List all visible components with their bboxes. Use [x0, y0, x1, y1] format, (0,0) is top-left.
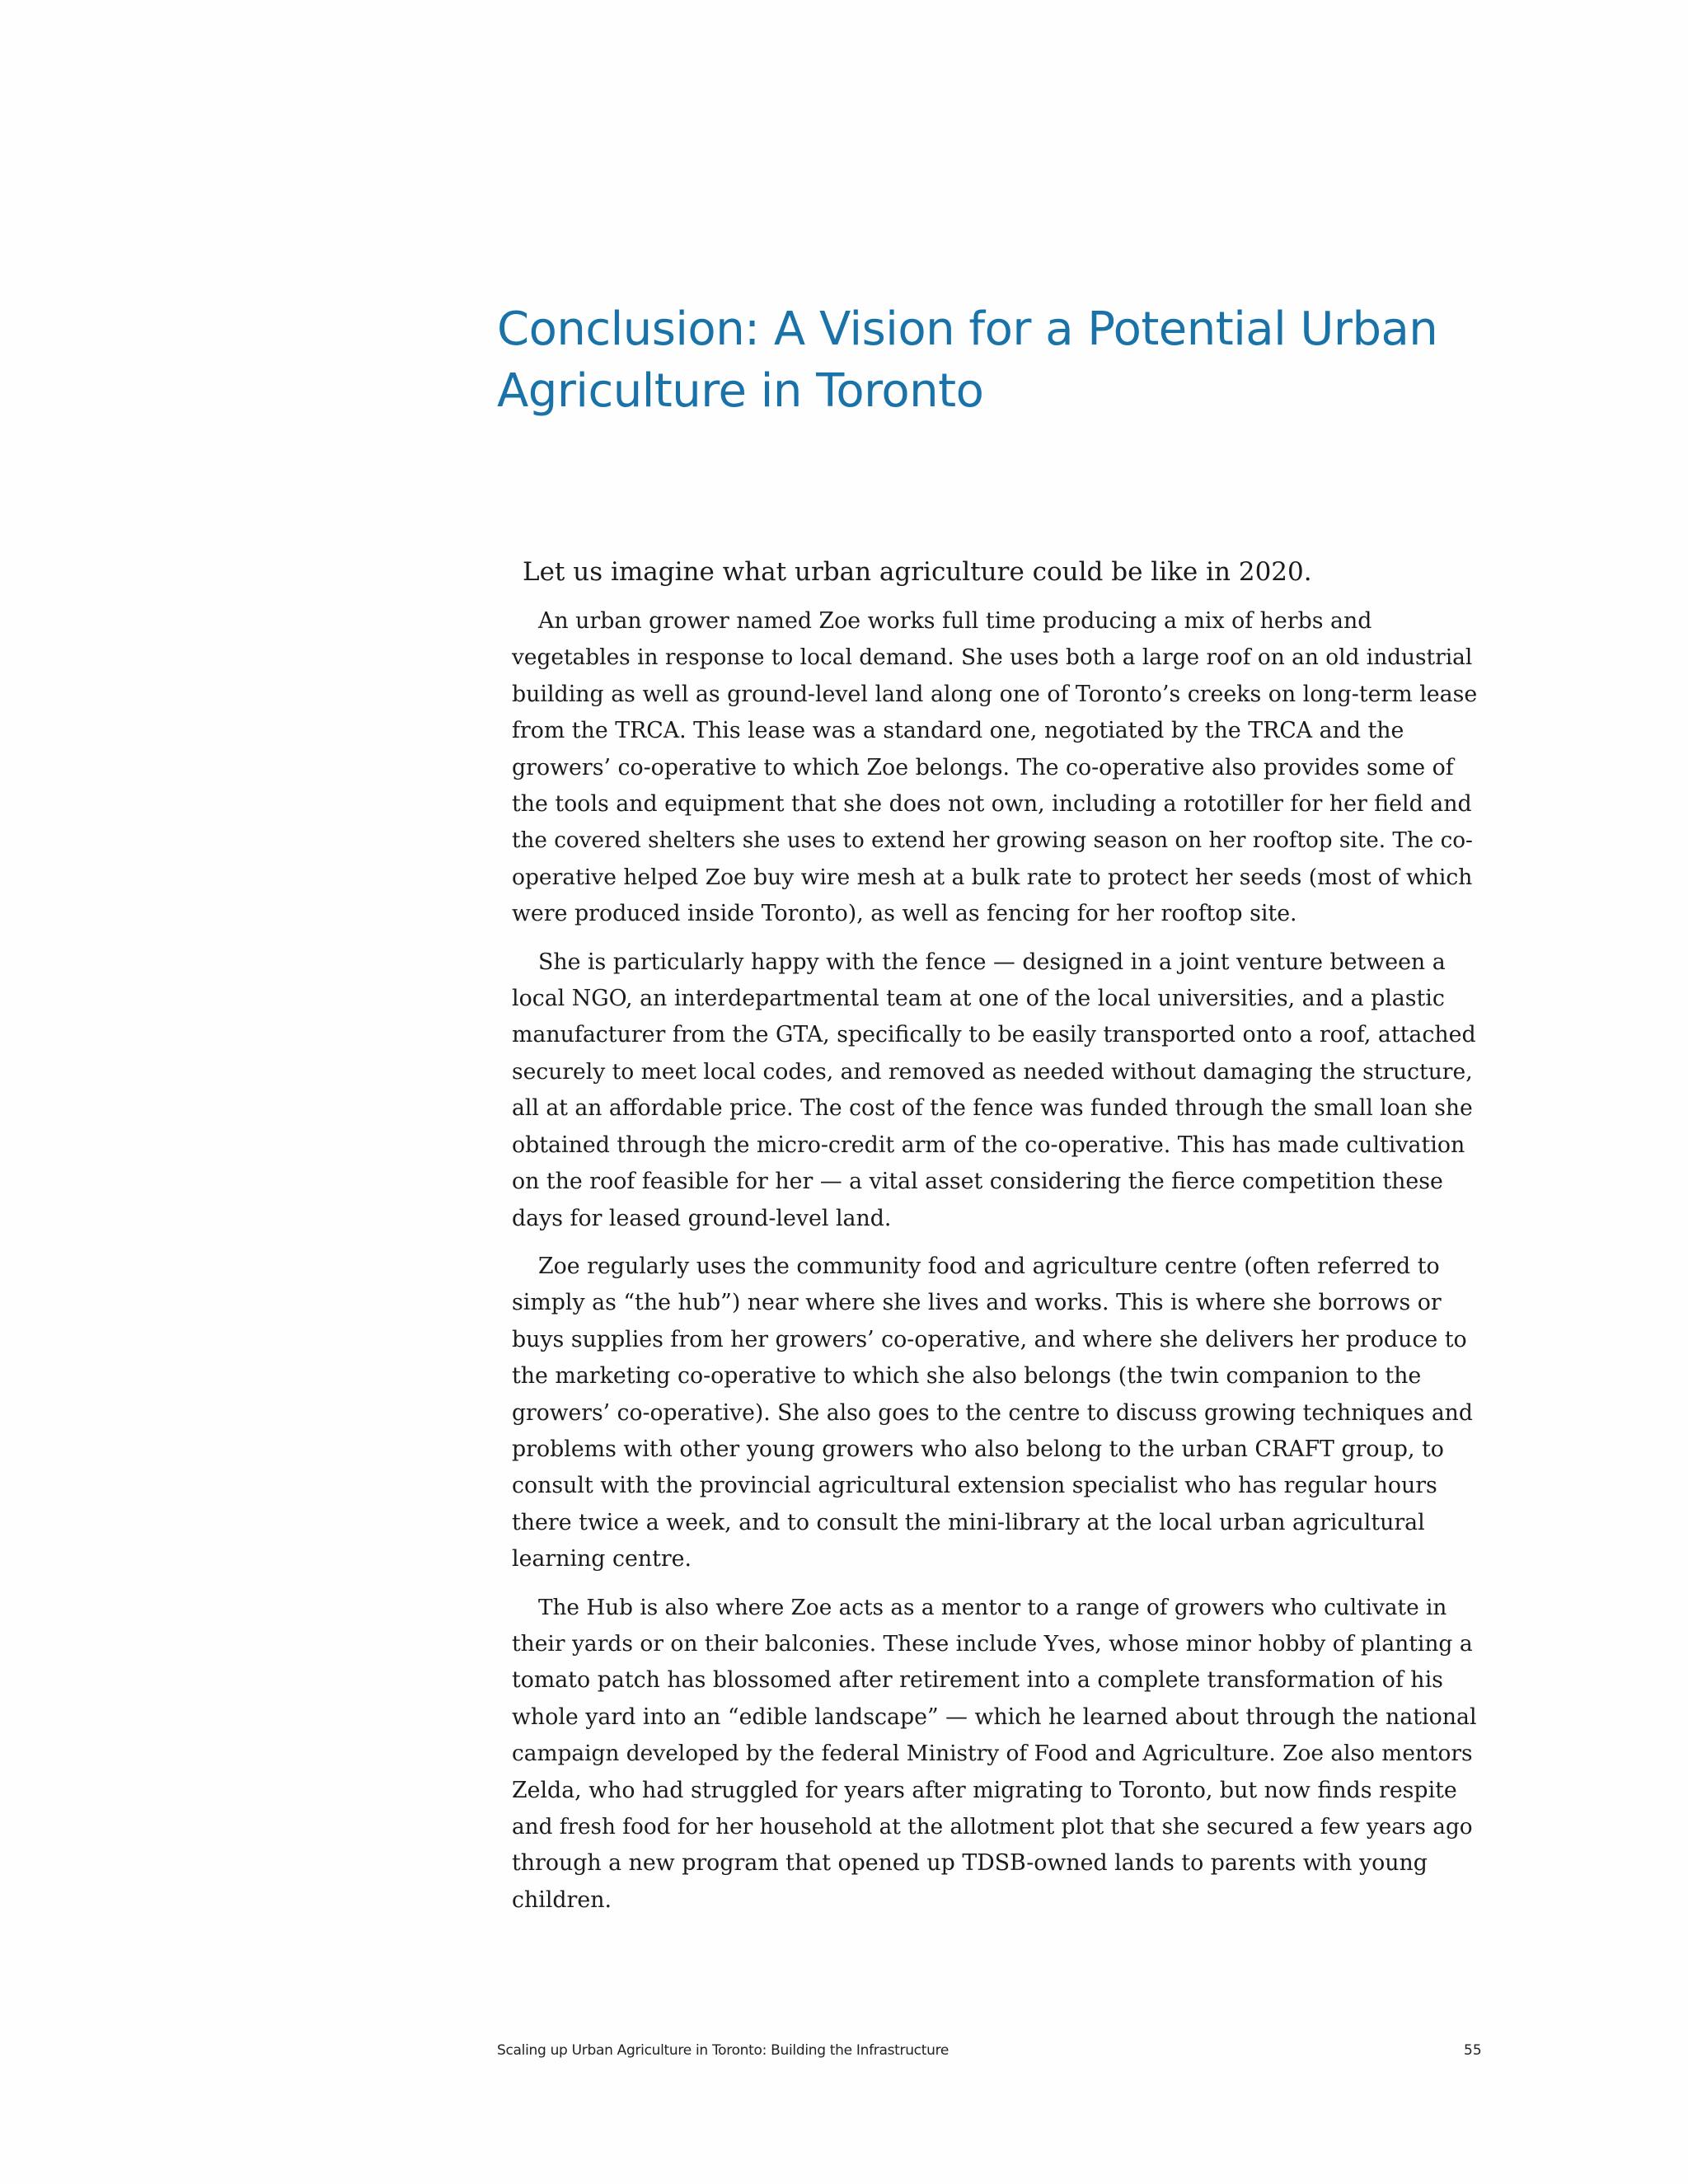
- lede-sentence: Let us imagine what urban agriculture could be like in 2020.: [523, 557, 1312, 587]
- text-line: on the roof feasible for her — a vital asset considering the fierce competition these: [512, 1169, 1443, 1195]
- running-footer: Scaling up Urban Agriculture in Toronto: Building the Infrastructure: [497, 2042, 950, 2059]
- text-line: whole yard into an “edible landscape” — which he learned about through the national: [512, 1704, 1477, 1730]
- text-line: children.: [512, 1886, 612, 1913]
- text-line: campaign developed by the federal Ministry of Food and Agriculture. Zoe also mentors: [512, 1741, 1473, 1767]
- text-line: from the TRCA. This lease was a standard one, negotiated by the TRCA and the: [512, 718, 1404, 744]
- text-line: securely to meet local codes, and removed as needed without damaging the structure,: [512, 1058, 1473, 1085]
- text-line: their yards or on their balconies. These include Yves, whose minor hobby of planting a: [512, 1630, 1473, 1657]
- text-line: operative helped Zoe buy wire mesh at a bulk rate to protect her seeds (most of which: [512, 864, 1473, 890]
- text-line: days for leased ground-level land.: [512, 1205, 892, 1231]
- text-line: manufacturer from the GTA, specifically to be easily transported onto a roof, attached: [512, 1022, 1476, 1048]
- text-line: An urban grower named Zoe works full time producing a mix of herbs and: [538, 608, 1372, 634]
- text-line: problems with other young growers who also belong to the urban CRAFT group, to: [512, 1436, 1444, 1462]
- paragraph-4: [512, 1590, 1478, 1919]
- page-title-line-1: Conclusion: A Vision for a Potential Urban: [497, 302, 1438, 356]
- text-line: the tools and equipment that she does not own, including a rototiller for her field and: [512, 791, 1472, 818]
- text-line: the marketing co-operative to which she also belongs (the twin companion to the: [512, 1363, 1422, 1390]
- text-line: there twice a week, and to consult the mini-library at the local urban agricultural: [512, 1509, 1425, 1535]
- paragraph-3: [512, 1249, 1478, 1578]
- text-line: growers’ co-operative to which Zoe belongs. The co-operative also provides some of: [512, 754, 1454, 780]
- text-line: consult with the provincial agricultural extension specialist who has regular hours: [512, 1473, 1437, 1499]
- text-line: through a new program that opened up TDSB-owned lands to parents with young: [512, 1850, 1428, 1877]
- paragraph-1: [512, 603, 1478, 933]
- text-line: Zoe regularly uses the community food and agriculture centre (often referred to: [538, 1253, 1440, 1279]
- text-line: Zelda, who had struggled for years after migrating to Toronto, but now finds respite: [512, 1777, 1457, 1803]
- text-line: learning centre.: [512, 1546, 692, 1572]
- text-line: and fresh food for her household at the allotment plot that she secured a few years ago: [512, 1815, 1473, 1840]
- page-number: 55: [1464, 2042, 1482, 2059]
- text-line: all at an affordable price. The cost of the fence was funded through the small loan she: [512, 1095, 1473, 1122]
- page-title: [497, 298, 1470, 422]
- text-line: She is particularly happy with the fence — designed in a joint venture between a: [538, 949, 1446, 975]
- text-line: simply as “the hub”) near where she lives and works. This is where she borrows or: [512, 1290, 1442, 1316]
- page-title-line-2: Agriculture in Toronto: [497, 364, 984, 418]
- text-line: The Hub is also where Zoe acts as a mentor to a range of growers who cultivate in: [538, 1595, 1447, 1620]
- text-line: building as well as ground-level land along one of Toronto’s creeks on long-term lease: [512, 681, 1478, 707]
- text-line: local NGO, an interdepartmental team at one of the local universities, and a plastic: [512, 986, 1445, 1012]
- text-line: the covered shelters she uses to extend her growing season on her rooftop site. The co-: [512, 828, 1473, 854]
- text-line: were produced inside Toronto), as well as fencing for her rooftop site.: [512, 901, 1297, 927]
- text-line: growers’ co-operative). She also goes to the centre to discuss growing techniques and: [512, 1399, 1473, 1426]
- text-line: buys supplies from her growers’ co-operative, and where she delivers her produce to: [512, 1326, 1467, 1352]
- text-line: obtained through the micro-credit arm of the co-operative. This has made cultivation: [512, 1132, 1465, 1158]
- text-line: tomato patch has blossomed after retirement into a complete transformation of his: [512, 1667, 1443, 1694]
- paragraph-2: [512, 944, 1478, 1237]
- text-line: vegetables in response to local demand. She uses both a large roof on an old industrial: [512, 645, 1473, 671]
- body-text: [512, 603, 1478, 1930]
